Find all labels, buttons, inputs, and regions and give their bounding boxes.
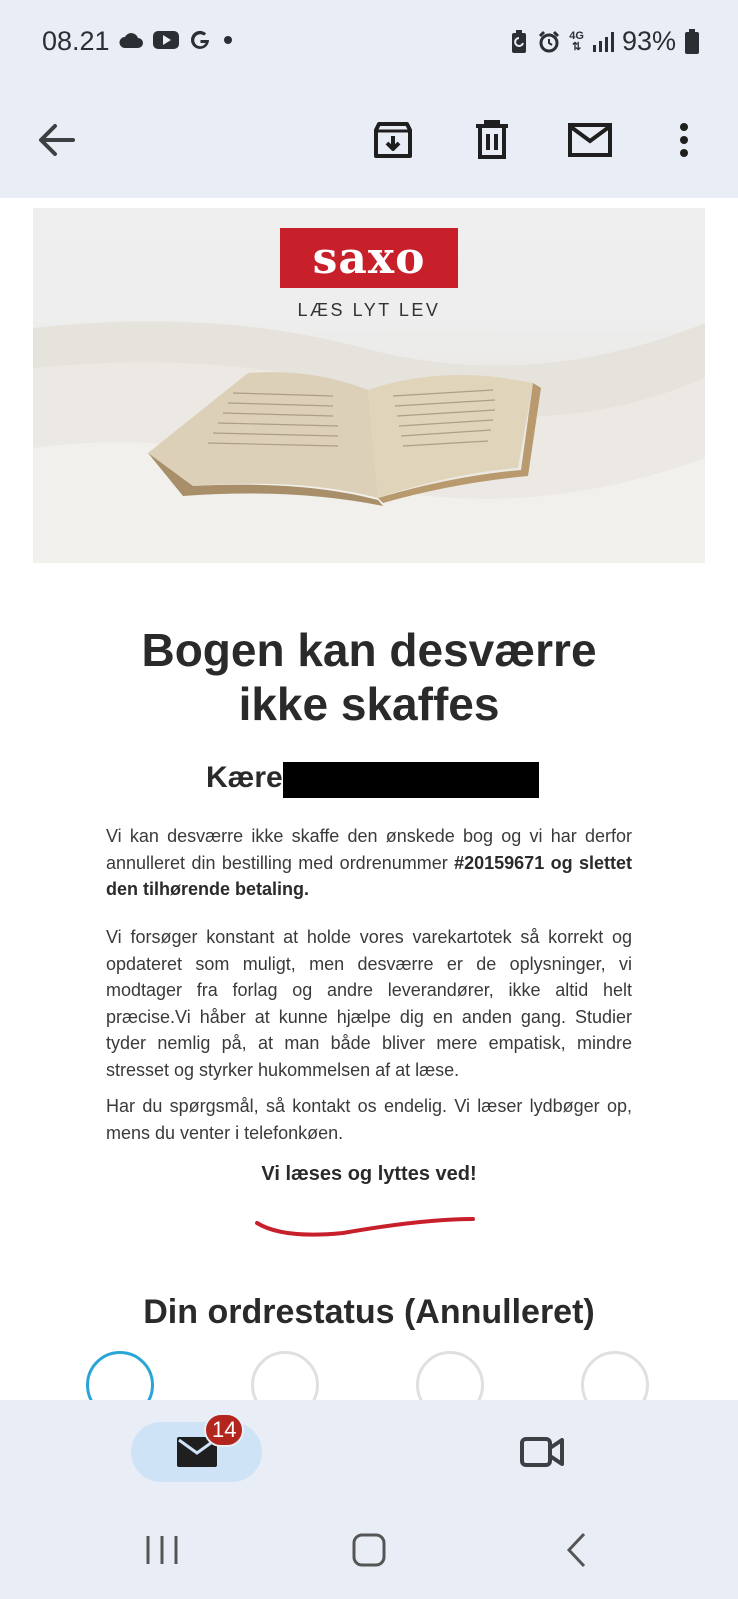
redacted-name — [283, 762, 539, 798]
notification-icons — [118, 28, 236, 52]
back-icon — [565, 1532, 587, 1568]
bottom-navigation — [0, 1400, 738, 1500]
status-bar — [0, 0, 738, 86]
paragraph-cancellation-text: Vi kan desværre ikke skaffe den ønskede bog og vi har derfor annulleret din bestilling med ordrenummer — [106, 826, 632, 873]
saxo-logo[interactable]: saxo — [280, 228, 458, 288]
tagline: LÆS LYT LEV — [297, 300, 441, 320]
google-icon — [188, 28, 212, 52]
archive-icon — [373, 120, 413, 160]
email-header-banner — [33, 208, 705, 563]
cloud-icon — [118, 30, 144, 50]
youtube-icon — [152, 29, 180, 51]
open-book-illustration — [33, 308, 705, 563]
unread-count-badge: 14 — [204, 1413, 244, 1447]
home-button[interactable] — [339, 1520, 399, 1580]
order-number-text: #20159671 og slettet den tilhørende betaling. — [106, 852, 632, 899]
delete-button[interactable] — [462, 110, 522, 170]
email-title — [33, 623, 705, 731]
order-status-title: Din ordrestatus (Annulleret) — [143, 1293, 595, 1331]
alarm-icon — [537, 30, 561, 54]
order-step-2 — [251, 1351, 319, 1400]
greeting: Kære — [206, 761, 283, 794]
back-button[interactable] — [26, 110, 86, 170]
paragraph-cancellation — [106, 823, 632, 903]
battery-percent: 93% — [621, 26, 676, 56]
signature-squiggle — [253, 1211, 483, 1241]
more-vert-icon — [678, 122, 690, 158]
email-body-scroll[interactable] — [0, 198, 738, 1400]
paragraph-contact: Har du spørgsmål, så kontakt os endelig. Vi læser lydbøger op, mens du venter i telefonkøen. — [106, 1096, 632, 1143]
network-4g-icon — [569, 31, 584, 53]
system-back-button[interactable] — [546, 1520, 606, 1580]
network-type-label: 4G — [569, 29, 584, 42]
recents-icon — [145, 1534, 179, 1566]
battery-saver-icon — [509, 30, 529, 54]
recents-button[interactable] — [132, 1520, 192, 1580]
email-toolbar — [0, 86, 738, 198]
email-message — [33, 208, 705, 1400]
data-arrows-icon: ⇅ — [572, 40, 582, 53]
home-icon — [352, 1533, 386, 1567]
status-time: 08.21 — [42, 26, 110, 56]
mark-unread-button[interactable] — [560, 110, 620, 170]
video-meet-icon — [520, 1436, 564, 1468]
order-step-3 — [416, 1351, 484, 1400]
order-step-4 — [581, 1351, 649, 1400]
system-status-icons — [509, 26, 700, 57]
nav-meet-button[interactable] — [510, 1422, 574, 1482]
more-options-button[interactable] — [654, 110, 714, 170]
battery-icon — [684, 29, 700, 55]
email-title-line2: ikke skaffes — [238, 678, 500, 730]
signoff: Vi læses og lyttes ved! — [261, 1163, 477, 1185]
mark-unread-icon — [568, 123, 612, 157]
archive-button[interactable] — [363, 110, 423, 170]
delete-icon — [474, 120, 510, 160]
signal-icon — [592, 31, 614, 53]
email-title-line1: Bogen kan desværre — [141, 624, 597, 676]
order-step-1 — [86, 1351, 154, 1400]
system-navigation — [0, 1500, 738, 1599]
dot-icon — [220, 32, 236, 48]
back-arrow-icon — [37, 123, 75, 157]
paragraph-catalog: Vi forsøger konstant at holde vores varekartotek så korrekt og opdateret som muligt, men desværre er de oplysninger, vi modtager fra forlag og andre leverandører, ikke altid helt præcise.Vi håber at kunne hjælpe dig en anden gang. Studier tyder nemlig på, at man både bliver mere empatisk, mindre stresset og styrker hukommelsen af at læse. — [106, 927, 632, 1080]
